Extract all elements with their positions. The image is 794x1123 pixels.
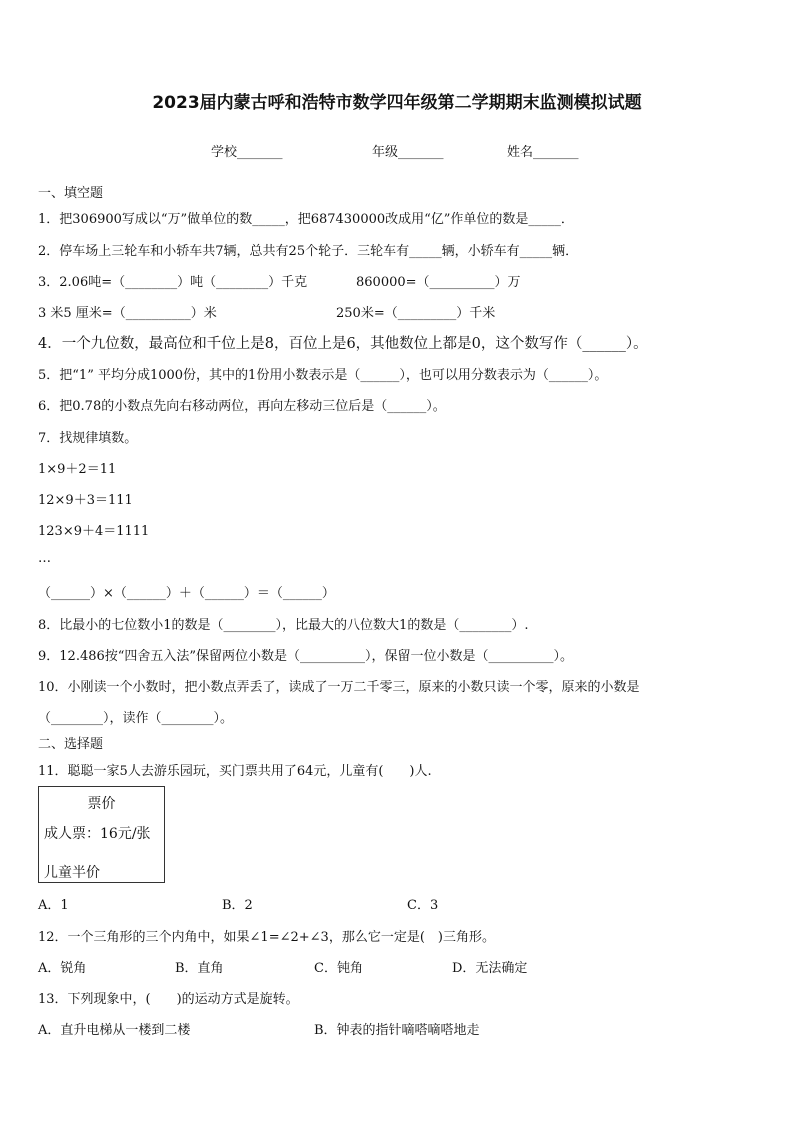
question-12: 12．一个三角形的三个内角中，如果∠1=∠2+∠3，那么它一定是( )三角形。: [38, 930, 495, 945]
option-d: D．无法确定: [452, 961, 528, 976]
option-a: A．1: [38, 898, 69, 913]
question-7: 7．找规律填数。: [38, 431, 138, 446]
question-3d: 250米=（_________）千米: [336, 306, 496, 321]
price-box: [38, 786, 165, 883]
question-3a: 3．2.06吨=（________）吨（________）千克: [38, 275, 308, 290]
question-5: 5．把“1” 平均分成1000份，其中的1份用小数表示是（______），也可以用分数表示为（______）。: [38, 368, 608, 383]
question-3b: 860000=（__________）万: [356, 275, 521, 290]
section-heading: 一、填空题: [38, 186, 104, 201]
section-heading: 二、选择题: [38, 737, 104, 752]
question-6: 6．把0.78的小数点先向右移动两位，再向左移动三位后是（______）。: [38, 399, 446, 414]
pattern-ellipsis: …: [38, 551, 51, 566]
question-1: 1．把306900写成以“万”做单位的数_____，把687430000改成用“亿”作单位的数是_____．: [38, 212, 574, 227]
question-10-cont: （________），读作（________）。: [38, 711, 234, 726]
question-3c: 3 米5 厘米=（__________）米: [38, 306, 217, 321]
option-b: B．直角: [175, 961, 224, 976]
name-field: 姓名_______: [507, 145, 579, 160]
school-field: 学校_______: [211, 145, 283, 160]
grade-field: 年级_______: [372, 145, 444, 160]
question-8: 8．比最小的七位数小1的数是（________），比最大的八位数大1的数是（________）.: [38, 618, 529, 633]
option-a: A．直升电梯从一楼到二楼: [38, 1023, 191, 1038]
pattern-line: 1×9＋2＝11: [38, 462, 117, 477]
pattern-line: 123×9＋4＝1111: [38, 524, 150, 539]
question-9: 9．12.486按“四舍五入法”保留两位小数是（__________），保留一位小数是（__________）。: [38, 649, 574, 664]
option-b: B．2: [222, 898, 253, 913]
question-11: 11．聪聪一家5人去游乐园玩，买门票共用了64元，儿童有( )人.: [38, 764, 432, 779]
price-box-child: 儿童半价: [44, 865, 100, 881]
price-box-title: 票价: [87, 796, 116, 812]
question-10: 10．小刚读一个小数时，把小数点弄丢了，读成了一万二千零三，原来的小数只读一个零，原来的小数是: [38, 680, 640, 695]
price-box-adult: 成人票：16元/张: [44, 826, 151, 842]
pattern-blank: （______）×（______）＋（______）＝（______）: [38, 586, 335, 601]
question-13: 13．下列现象中，( )的运动方式是旋转。: [38, 992, 299, 1007]
pattern-line: 12×9＋3＝111: [38, 493, 133, 508]
page-title: 2023届内蒙古呼和浩特市数学四年级第二学期期末监测模拟试题: [152, 93, 642, 113]
option-c: C．钝角: [314, 961, 363, 976]
option-b: B．钟表的指针嘀嗒嘀嗒地走: [314, 1023, 480, 1038]
option-a: A．锐角: [38, 961, 87, 976]
question-2: 2．停车场上三轮车和小轿车共7辆，总共有25个轮子．三轮车有_____辆，小轿车有_____辆．: [38, 244, 579, 259]
option-c: C．3: [407, 898, 439, 913]
question-4: 4．一个九位数，最高位和千位上是8，百位上是6，其他数位上都是0，这个数写作（______）。: [38, 336, 648, 352]
